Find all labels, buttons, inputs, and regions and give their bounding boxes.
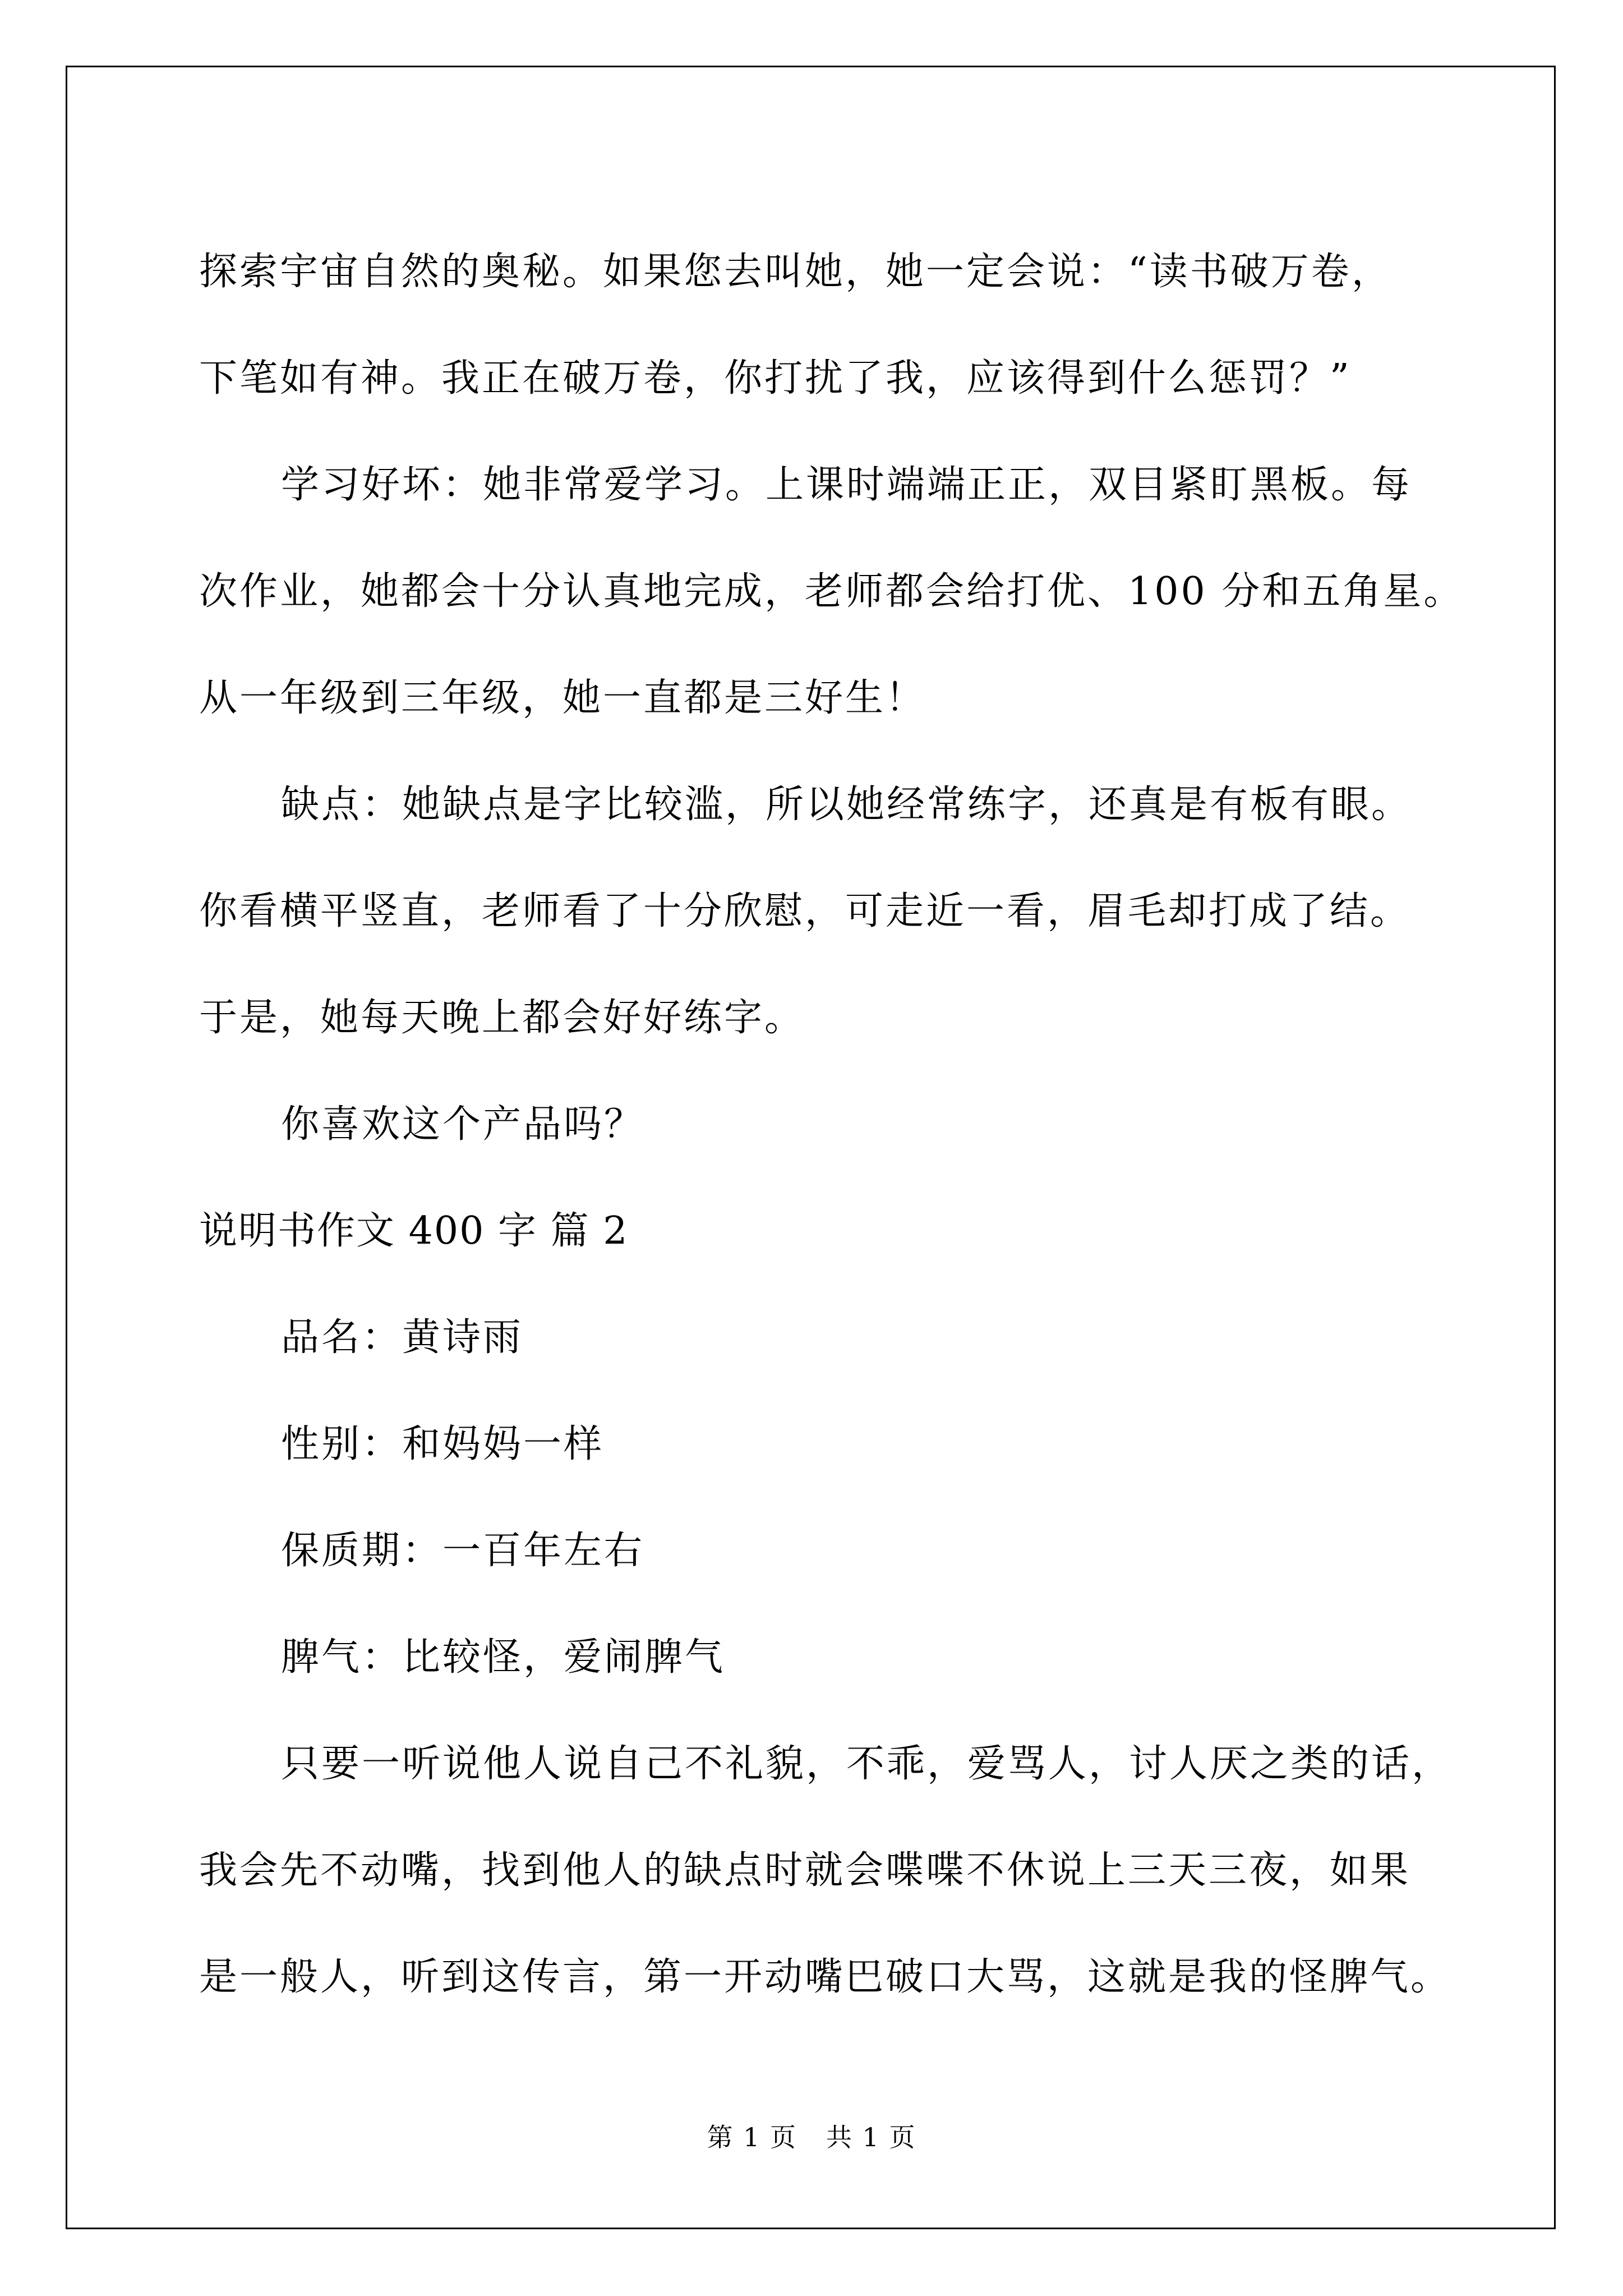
text-line: 下笔如有神。我正在破万卷，你打扰了我，应该得到什么惩罚？” bbox=[199, 356, 1352, 401]
page-count: 共 1 页 bbox=[826, 2122, 916, 2152]
page-number: 第 1 页 bbox=[707, 2122, 797, 2152]
field-gender: 性别：和妈妈一样 bbox=[281, 1422, 605, 1466]
text-line: 是一般人，听到这传言，第一开动嘴巴破口大骂，这就是我的怪脾气。 bbox=[199, 1955, 1451, 1999]
text-line: 你看横平竖直，老师看了十分欣慰，可走近一看，眉毛却打成了结。 bbox=[199, 889, 1411, 933]
paragraph-study: 学习好坏：她非常爱学习。上课时端端正正，双目紧盯黑板。每 bbox=[281, 463, 1412, 507]
field-product-name: 品名：黄诗雨 bbox=[281, 1315, 524, 1360]
field-shelf-life: 保质期：一百年左右 bbox=[281, 1529, 645, 1573]
field-temper: 脾气：比较怪，爱闹脾气 bbox=[281, 1635, 726, 1680]
text-line: 于是，她每天晚上都会好好练字。 bbox=[199, 996, 805, 1040]
text-line: 探索宇宙自然的奥秘。如果您去叫她，她一定会说：“读书破万卷， bbox=[199, 250, 1392, 294]
paragraph-temper-detail: 只要一听说他人说自己不礼貌，不乖，爱骂人，讨人厌之类的话， bbox=[281, 1742, 1453, 1786]
text-line: 次作业，她都会十分认真地完成，老师都会给打优、100 分和五角星。 bbox=[199, 569, 1464, 614]
paragraph-shortcomings: 缺点：她缺点是字比较滥，所以她经常练字，还真是有板有眼。 bbox=[281, 783, 1412, 827]
text-line: 从一年级到三年级，她一直都是三好生！ bbox=[199, 676, 926, 720]
document-body bbox=[199, 219, 1472, 2031]
section-heading: 说明书作文 400 字 篇 2 bbox=[199, 1209, 629, 1253]
paragraph-question: 你喜欢这个产品吗？ bbox=[281, 1102, 645, 1147]
page-footer bbox=[0, 2120, 1623, 2154]
text-line: 我会先不动嘴，找到他人的缺点时就会喋喋不休说上三天三夜，如果 bbox=[199, 1848, 1411, 1893]
